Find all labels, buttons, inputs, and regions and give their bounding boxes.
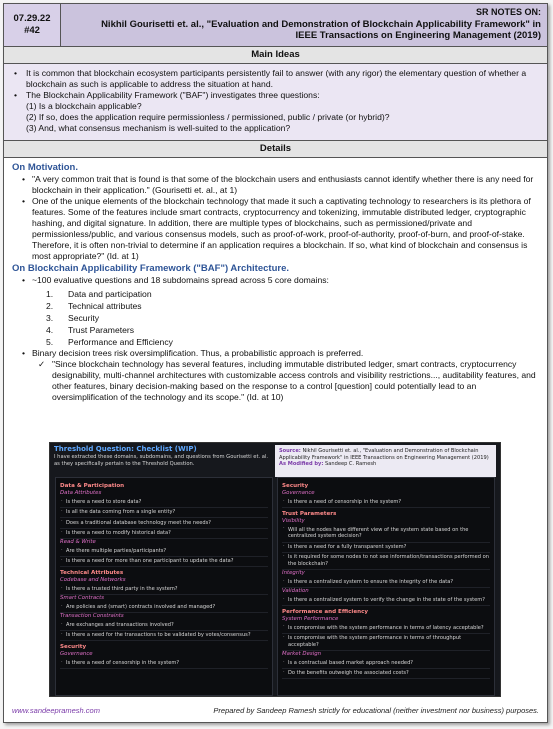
question-2: (2) If so, does the application require permissionless / permissioned, public / private (or hybrid)? <box>26 112 390 122</box>
baf-bullet-1-text: ~100 evaluative questions and 18 subdomains spread across 5 core domains: <box>32 275 329 285</box>
baf-quote <box>38 359 539 403</box>
checklist-question: · Are exchanges and transactions involved? <box>60 621 268 631</box>
title-line-1: Nikhil Gourisetti et. al., "Evaluation and Demonstration of Blockchain Applicability Framework" in <box>101 18 541 30</box>
check-icon: ✓ <box>38 359 46 369</box>
subdomain-heading: Smart Contracts <box>60 595 105 602</box>
baf-bullet-2-text: Binary decision trees risk oversimplification. Thus, a probabilistic approach is preferred. <box>32 348 364 358</box>
domain-heading: Data & Participation <box>60 483 125 489</box>
subdomain-heading: Validation <box>282 588 309 595</box>
motivation-bullet-2: • One of the unique elements of the blockchain technology that made it such a captivating technology to researchers is its plethora of features. Some of the features include smart contracts, cryptocurrency and tokenizing, immutable distributed ledger, cryptographic hashing, and digital signature. In addition, there are multiple types of blockchains, such as permissioned/private and permissionless/public, and various consensus models, such as proof-of-work, proof-of-authority, proof-of-burn, and proof-of-stake. Therefore, it is often non-trivial to determine if an application requires a blockchain. If so, what kind of blockchain and consensus is most appropriate?" (Id. at 1) <box>22 196 539 262</box>
title-line-2: IEEE Transactions on Engineering Management (2019) <box>295 30 541 41</box>
domain-item: 3. Security <box>46 313 100 323</box>
source-text: Nikhil Gourisetti et. al., "Evaluation and Demonstration of Blockchain Applicability Framework" in IEEE Transactions on Engineering Management (2019) <box>279 448 489 461</box>
checklist-title: Threshold Question: Checklist (WIP) <box>54 445 197 453</box>
baf-bullet-1 <box>22 275 539 348</box>
domain-heading: Trust Parameters <box>282 510 337 517</box>
checklist-question: · Is there a need to store data? <box>60 498 268 508</box>
checklist-body <box>50 477 500 696</box>
checklist-question: · Is a contractual based market approach needed? <box>282 659 490 669</box>
domain-item: 2. Technical attributes <box>46 301 142 311</box>
checklist-question: · Is compromise with the system performance in terms of latency acceptable? <box>282 623 490 633</box>
domain-item: 4. Trust Parameters <box>46 325 135 335</box>
subdomain-heading: Integrity <box>282 570 305 577</box>
domain-item: 1. Data and participation <box>46 289 152 299</box>
motivation-bullet-1: • "A very common trait that is found is that some of the blockchain users and enthusiasts cannot identify whether there is any need for blockchain in their application." (Gourisetti et. al., at 1) <box>22 174 539 196</box>
details-heading: Details <box>4 141 547 158</box>
checklist-question: · Is there a need to modify historical data? <box>60 529 268 539</box>
checklist-question: · Do the benefits outweigh the associated costs? <box>282 669 490 679</box>
subdomain-heading: Codebase and Networks <box>60 577 126 584</box>
subdomain-heading: Governance <box>282 490 315 496</box>
question-1: (1) Is a blockchain applicable? <box>26 101 142 111</box>
baf-quote-text: "Since blockchain technology has several features, including immutable distributed ledger, smart contracts, cryptocurrency designability, multi-channel architectures with customizable access controls and visibility restrictions..., auditability features, and other features, binary decision-making based on the response to a control [question] could potentially lead to an oversimplification of the technology and its scope." (Id. at 10) <box>52 359 536 402</box>
checklist-header <box>50 443 500 477</box>
note-number: #42 <box>24 25 40 36</box>
motivation-heading: On Motivation. <box>12 162 78 173</box>
modified-text: Sandeep C. Ramesh <box>325 461 377 468</box>
checklist-question: · Is there a centralized system to verify the change in the state of the system? <box>282 596 490 606</box>
subdomain-heading: Market Design <box>282 651 322 658</box>
subdomain-heading: Visibility <box>282 517 305 524</box>
checklist-question: · Is compromise with the system performance in terms of throughput acceptable? <box>282 634 490 651</box>
checklist-question: · Is there a centralized system to ensure the integrity of the data? <box>282 578 490 588</box>
checklist-question: · Is there a need of censorship in the system? <box>60 659 268 669</box>
checklist-image <box>49 442 501 697</box>
modified-label: As Modified by: <box>279 461 324 468</box>
checklist-question: · Is there a need for more than one participant to update the data? <box>60 557 268 567</box>
header <box>4 4 547 47</box>
domain-item: 5. Performance and Efficiency <box>46 337 173 347</box>
header-meta <box>4 4 61 46</box>
subdomain-heading: Transaction Constraints <box>60 613 124 620</box>
checklist-question: · Is it required for some nodes to not see information/transactions performed on the blockchain? <box>282 553 490 570</box>
checklist-question: · Is there a need for a fully transparent system? <box>282 543 490 553</box>
subdomain-heading: Data Attributes <box>60 490 102 496</box>
main-idea-1: • It is common that blockchain ecosystem participants persistently fail to answer (with any rigor) the elementary question of whether a blockchain as such is applicable to address the situation at hand. <box>12 68 539 90</box>
checklist-question: · Is all the data coming from a single entity? <box>60 508 268 518</box>
checklist-question: · Does a traditional database technology meet the needs? <box>60 518 268 528</box>
header-title-block <box>61 4 547 46</box>
details-section <box>4 158 547 403</box>
baf-bullet-2 <box>22 348 539 403</box>
main-ideas-heading: Main Ideas <box>4 47 547 64</box>
domain-heading: Security <box>282 483 309 489</box>
question-3: (3) And, what consensus mechanism is well-suited to the application? <box>26 123 291 133</box>
checklist-right-column <box>277 477 495 696</box>
notes-page <box>3 3 548 723</box>
checklist-description: I have extracted these domains, subdomains, and questions from Gourisetti et. al. as they specifically pertain to the Threshold Question. <box>54 454 269 467</box>
main-idea-2: • The Blockchain Applicability Framework ("BAF") investigates three questions: <box>12 90 539 101</box>
subdomain-heading: Read & Write <box>60 539 96 546</box>
domain-heading: Performance and Efficiency <box>282 608 369 615</box>
domain-heading: Technical Attributes <box>60 570 124 577</box>
checklist-question: · Are policies and (smart) contracts involved and managed? <box>60 603 268 613</box>
checklist-question: · Are there multiple parties/participants? <box>60 547 268 557</box>
sr-label: SR NOTES ON: <box>475 7 541 17</box>
footer-note: Prepared by Sandeep Ramesh strictly for educational (neither investment nor business) purposes. <box>213 706 539 715</box>
checklist-source-box <box>275 445 496 477</box>
checklist-title-block <box>50 443 275 477</box>
note-date: 07.29.22 <box>13 13 51 24</box>
checklist-question: · Is there a need of censorship in the system? <box>282 498 490 508</box>
checklist-question: · Will all the nodes have different view of the system state based on the centralized system decision? <box>282 525 490 542</box>
baf-heading: On Blockchain Applicability Framework ("BAF") Architecture. <box>12 263 289 274</box>
site-link[interactable]: www.sandeepramesh.com <box>12 706 100 715</box>
checklist-question: · Is there a need for the transactions to be validated by votes/consensus? <box>60 631 268 641</box>
checklist-question: · Is there a trusted third party in the system? <box>60 585 268 595</box>
source-label: Source: <box>279 448 301 454</box>
domain-heading: Security <box>60 644 87 651</box>
footer <box>4 706 547 716</box>
subdomain-heading: System Performance <box>282 615 339 622</box>
main-ideas-section <box>4 64 547 141</box>
domain-list <box>46 288 539 348</box>
checklist-left-column <box>55 477 273 696</box>
subdomain-heading: Governance <box>60 651 93 658</box>
